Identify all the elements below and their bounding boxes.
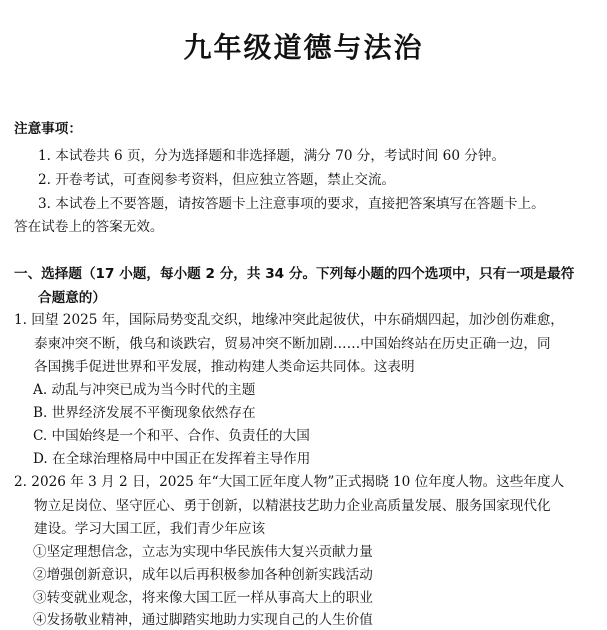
- page-title: 九年级道德与法治: [183, 31, 424, 64]
- question-1-line-2: 泰柬冲突不断，俄乌和谈跌宕，贸易冲突不断加剧……中国始终站在历史正确一边，同: [34, 336, 551, 352]
- question-1-line-3: 各国携手促进世界和平发展，推动构建人类命运共同体。这表明: [34, 359, 415, 375]
- notice-item-3-continued: 答在试卷上的答案无效。: [14, 219, 164, 235]
- question-1-option-a: A. 动乱与冲突已成为当今时代的主题: [33, 382, 256, 398]
- question-2-item-3: ③转变就业观念，将来像大国工匠一样从事高大上的职业: [33, 590, 373, 606]
- question-1-option-c: C. 中国始终是一个和平、合作、负责任的大国: [33, 428, 310, 444]
- notice-item-1: 1. 本试卷共 6 页，分为选择题和非选择题，满分 70 分，考试时间 60 分钟。: [38, 148, 506, 164]
- section-heading: 一、选择题（17 小题，每小题 2 分，共 34 分。下列每小题的四个选项中，只有一项是最符: [14, 266, 575, 282]
- question-2-line-2: 物立足岗位、坚守匠心、勇于创新，以精湛技艺助力企业高质量发展、服务国家现代化: [34, 498, 551, 514]
- notice-item-2: 2. 开卷考试，可查阅参考资料，但应独立答题，禁止交流。: [38, 172, 396, 188]
- question-1-option-b: B. 世界经济发展不平衡现象依然存在: [33, 405, 256, 421]
- section-heading-continued: 合题意的）: [38, 290, 106, 306]
- question-1-line-1: 1. 回望 2025 年，国际局势变乱交织，地缘冲突此起彼伏，中东硝烟四起，加沙创伤难愈，: [14, 312, 564, 328]
- question-2-item-1: ①坚定理想信念，立志为实现中华民族伟大复兴贡献力量: [33, 544, 373, 560]
- notice-heading: 注意事项：: [14, 121, 82, 137]
- question-2-line-1: 2. 2026 年 3 月 2 日，2025 年“大国工匠年度人物”正式揭晓 10 位年度人物。这些年度人: [14, 474, 565, 490]
- question-2-item-4: ④发扬敬业精神，通过脚踏实地助力实现自己的人生价值: [33, 612, 373, 628]
- question-1-option-d: D. 在全球治理格局中中国正在发挥着主导作用: [33, 451, 311, 467]
- question-2-item-2: ②增强创新意识，成年以后再积极参加各种创新实践活动: [33, 567, 373, 583]
- question-2-line-3: 建设。学习大国工匠，我们青少年应该: [34, 521, 266, 537]
- notice-item-3: 3. 本试卷上不要答题，请按答题卡上注意事项的要求，直接把答案填写在答题卡上。: [38, 196, 545, 212]
